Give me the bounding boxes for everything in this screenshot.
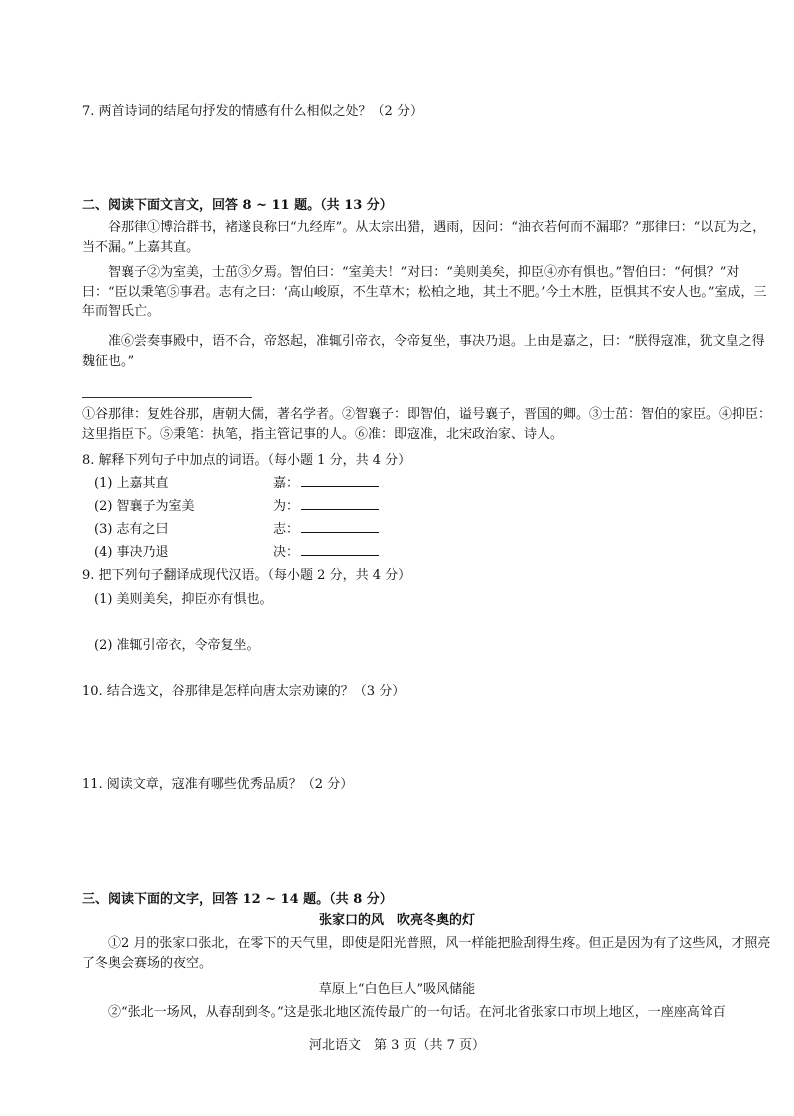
item-text: (1) 上嘉其直 xyxy=(94,476,169,491)
question-8-item xyxy=(94,474,494,494)
footnotes: ①谷那律：复姓谷那，唐朝大儒，著名学者。②智襄子：即智伯，谥号襄子，晋国的卿。③士茁：智伯的家臣。④抑臣：这里指臣下。⑤秉笔：执笔，指主管记事的人。⑥准：即寇准，北宋政治家、诗人。 xyxy=(82,407,772,442)
item-text: (3) 志有之曰 xyxy=(94,522,169,537)
section-2-heading: 二、阅读下面文言文，回答 8 ~ 11 题。（共 13 分） xyxy=(82,198,393,213)
answer-line[interactable] xyxy=(273,497,379,517)
item-key: 决： xyxy=(273,545,300,560)
article-title: 张家口的风 吹亮冬奥的灯 xyxy=(318,913,475,928)
section-3-heading: 三、阅读下面的文字，回答 12 ~ 14 题。（共 8 分） xyxy=(82,892,393,907)
item-text: (2) 智襄子为室美 xyxy=(94,499,195,514)
question-8-stem: 8. 解释下列句子中加点的词语。（每小题 1 分，共 4 分） xyxy=(82,453,412,468)
question-8-item xyxy=(94,543,494,563)
question-9-stem: 9. 把下列句子翻译成现代汉语。（每小题 2 分，共 4 分） xyxy=(82,568,412,583)
footnote-divider xyxy=(82,397,252,398)
question-9-sentence-2: (2) 准辄引帝衣，令帝复坐。 xyxy=(94,638,260,653)
article-subtitle: 草原上“白色巨人”吸风储能 xyxy=(318,982,476,997)
answer-line[interactable] xyxy=(273,543,379,563)
classical-text-paragraph-3: 准⑥尝奏事殿中，语不合，帝怒起，准辄引帝衣，令帝复坐，事决乃退。上由是嘉之，曰：“朕得寇准，犹文皇之得魏征也。” xyxy=(82,334,765,369)
question-8-item xyxy=(94,520,494,540)
answer-line[interactable] xyxy=(273,474,379,494)
question-10: 10. 结合选文，谷那律是怎样向唐太宗劝谏的？（3 分） xyxy=(82,684,406,699)
blank-line[interactable] xyxy=(301,543,379,556)
blank-line[interactable] xyxy=(301,474,379,487)
article-paragraph-2: ②“张北一场风，从春刮到冬。”这是张北地区流传最广的一句话。在河北省张家口市坝上地区，一座座高耸百 xyxy=(108,1005,726,1020)
item-key: 为： xyxy=(273,499,300,514)
item-text: (4) 事决乃退 xyxy=(94,545,169,560)
blank-line[interactable] xyxy=(301,520,379,533)
question-8-item xyxy=(94,497,494,517)
question-7: 7. 两首诗词的结尾句抒发的情感有什么相似之处？（2 分） xyxy=(82,104,423,119)
classical-text-paragraph-1: 谷那律①博洽群书，褚遂良称曰“九经库”。从太宗出猎，遇雨，因问：“油衣若何而不漏耶？”那律曰：“以瓦为之，当不漏。”上嘉其直。 xyxy=(82,220,766,255)
question-11: 11. 阅读文章，寇准有哪些优秀品质？（2 分） xyxy=(82,777,354,792)
item-key: 嘉： xyxy=(273,476,300,491)
classical-text-paragraph-2: 智襄子②为室美，士茁③夕焉。智伯曰：“室美夫！”对曰：“美则美矣，抑臣④亦有惧也。”智伯曰：“何惧？”对曰：“臣以秉笔⑤事君。志有之曰：‘高山峻原，不生草木；松柏之地，其土不肥。’今土木胜，臣惧其不安人也。”室成，三年而智氏亡。 xyxy=(82,265,767,319)
page-footer: 河北语文 第 3 页（共 7 页） xyxy=(308,1038,486,1053)
article-paragraph-1: ①2 月的张家口张北，在零下的天气里，即使是阳光普照，风一样能把脸刮得生疼。但正是因为有了这些风，才照亮了冬奥会赛场的夜空。 xyxy=(82,936,771,971)
answer-line[interactable] xyxy=(273,520,379,540)
blank-line[interactable] xyxy=(301,497,379,510)
question-9-sentence-1: (1) 美则美矣，抑臣亦有惧也。 xyxy=(94,592,273,607)
item-key: 志： xyxy=(273,522,300,537)
